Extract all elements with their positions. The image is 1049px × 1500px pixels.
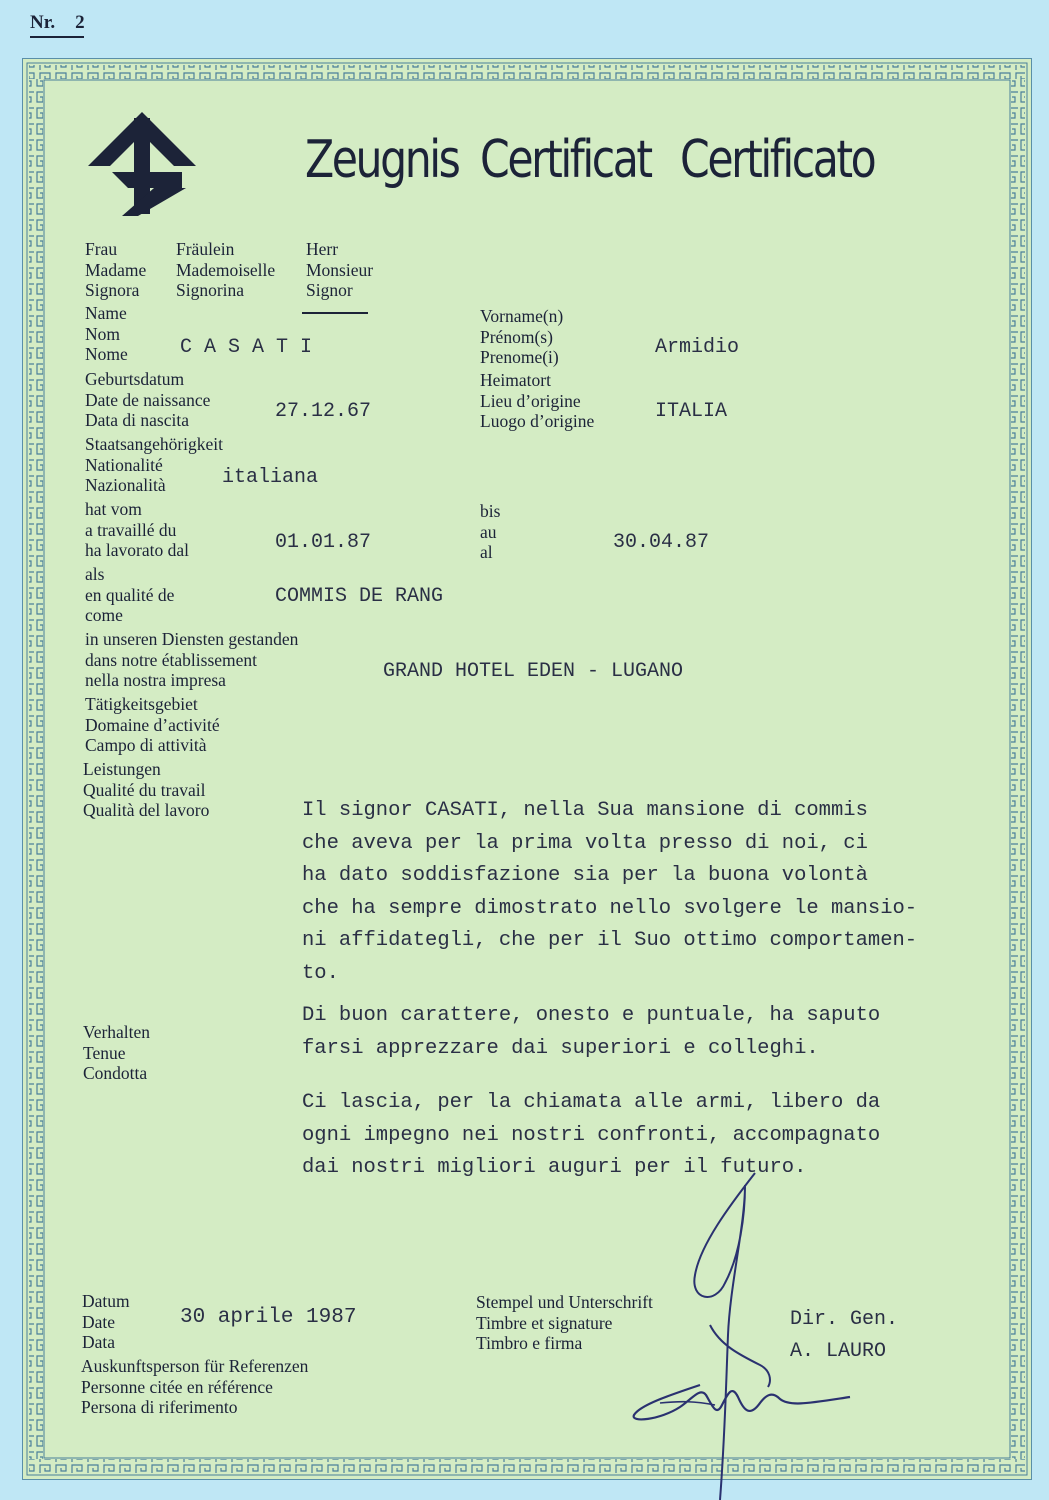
signer-title: Dir. Gen. [790,1308,899,1331]
value-from: 01.01.87 [275,531,372,554]
paragraph-conduct: Di buon carattere, onesto e puntuale, ha saputo farsi apprezzare dai superiori e colleghi. [302,1004,881,1060]
label-origin: Heimatort Lieu d’origine Luogo d’origine [480,370,595,431]
label-stamp-signature: Stempel und Unterschrift Timbre et signature Timbro e firma [476,1292,653,1353]
label-domain: Tätigkeitsgebiet Domaine d’activité Campo di attività [85,694,220,755]
certificate-number [30,12,84,38]
title-french: Certificat [480,130,651,190]
salutation-strike [302,312,368,314]
paragraph-closing: Ci lascia, per la chiamata alle armi, libero da ogni impegno nei nostri confronti, accompagnato dai nostri migliori auguri per il futuro. [302,1091,881,1179]
nr-value: 2 [75,12,85,33]
salutation-herr: Herr Monsieur Signor [306,239,374,300]
salutation-frau: Frau Madame Signora [85,239,147,300]
label-as: als en qualité de come [85,564,175,625]
title-german: Zeugnis [305,130,459,190]
company-logo [82,108,202,220]
label-nationality: Staatsangehörigkeit Nationalité Nazionalità [85,434,224,495]
title-italian: Certificato [680,130,875,190]
value-firstname: Armidio [655,336,740,359]
label-birthdate: Geburtsdatum Date de naissance Data di nascita [85,369,211,430]
salutation-fraulein: Fräulein Mademoiselle Signorina [176,239,276,300]
label-employer: in unseren Diensten gestanden dans notre établissement nella nostra impresa [85,629,299,690]
value-origin: ITALIA [655,400,728,423]
handwritten-signature [620,1165,880,1500]
label-name: Name Nom Nome [85,303,128,364]
value-name: C A S A T I [180,336,313,359]
label-quality: Leistungen Qualité du travail Qualità del lavoro [83,759,210,820]
value-employer: GRAND HOTEL EDEN - LUGANO [383,660,684,683]
label-conduct: Verhalten Tenue Condotta [83,1022,151,1083]
nr-label: Nr. [30,12,56,33]
value-nationality: italiana [222,466,319,489]
value-to: 30.04.87 [613,531,710,554]
paragraph-quality: Il signor CASATI, nella Sua mansione di commis che aveva per la prima volta presso di noi, ci ha dato soddisfazione sia per la buona volontà che ha sempre dimostrato nello svolgere le mansio- ni affidategli, che per il Suo ottimo comportamen- to. [302,799,918,985]
label-to: bis au al [480,501,501,562]
signer-name: A. LAURO [790,1340,887,1363]
value-birthdate: 27.12.67 [275,400,372,423]
label-firstname: Vorname(n) Prénom(s) Prenome(i) [480,306,564,367]
value-as: COMMIS DE RANG [275,585,444,608]
value-date: 30 aprile 1987 [180,1306,357,1329]
label-from: hat vom a travaillé du ha lavorato dal [85,499,189,560]
label-date: Datum Date Data [82,1291,130,1352]
label-reference: Auskunftsperson für Referenzen Personne citée en référence Persona di riferimento [81,1356,309,1417]
